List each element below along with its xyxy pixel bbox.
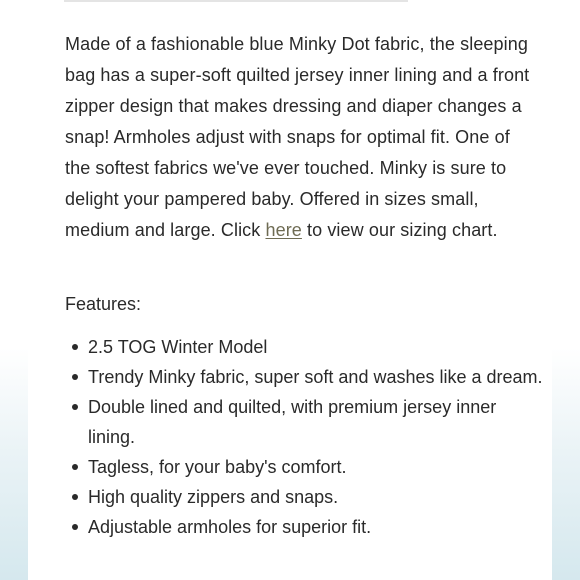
- feature-item: 2.5 TOG Winter Model: [88, 332, 548, 362]
- features-list: [65, 332, 548, 542]
- feature-item: Tagless, for your baby's comfort.: [88, 452, 548, 482]
- top-divider: [64, 0, 408, 2]
- description-text-after-link: to view our sizing chart.: [301, 220, 498, 240]
- feature-item: Adjustable armholes for superior fit.: [88, 512, 548, 542]
- feature-item: Trendy Minky fabric, super soft and washes like a dream.: [88, 362, 548, 392]
- sizing-chart-link[interactable]: here: [265, 220, 302, 240]
- product-description-card: [28, 0, 552, 580]
- feature-item: High quality zippers and snaps.: [88, 482, 548, 512]
- description-text-before-link: Made of a fashionable blue Minky Dot fabric, the sleeping bag has a super-soft quilted jersey inner lining and a front zipper design that makes dressing and diaper changes a snap! Armholes adjust with snaps for optimal fit. One of the softest fabrics we've ever touched. Minky is sure to delight your pampered baby. Offered in sizes small, medium and large. Click: [65, 34, 530, 240]
- feature-item: Double lined and quilted, with premium jersey inner lining.: [88, 392, 548, 452]
- features-heading: Features:: [65, 294, 142, 314]
- product-description: [65, 29, 535, 246]
